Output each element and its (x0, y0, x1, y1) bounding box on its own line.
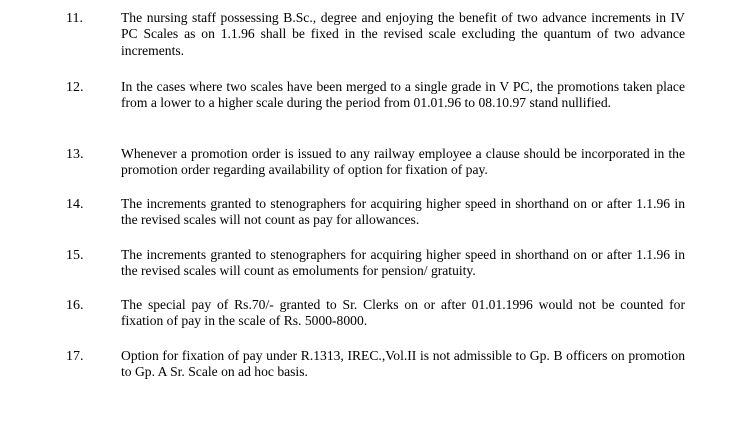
item-number: 16. (66, 298, 84, 313)
item-number: 12. (66, 80, 84, 95)
item-text: The special pay of Rs.70/- granted to Sr. Clerks on or after 01.01.1996 would not be counted for fixation of pay in the scale of Rs. 5000-8000. (121, 297, 685, 329)
item-number: 13. (66, 147, 84, 162)
item-text: The increments granted to stenographers for acquiring higher speed in shorthand on or after 1.1.96 in the revised scales will not count as pay for allowances. (121, 196, 685, 228)
item-text: Whenever a promotion order is issued to any railway employee a clause should be incorporated in the promotion order regarding availability of option for fixation of pay. (121, 146, 685, 178)
item-number: 11. (66, 11, 83, 26)
item-text: The nursing staff possessing B.Sc., degree and enjoying the benefit of two advance increments in IV PC Scales as on 1.1.96 shall be fixed in the revised scale excluding the quantum of two advance increments. (121, 10, 685, 58)
item-text: The increments granted to stenographers for acquiring higher speed in shorthand on or after 1.1.96 in the revised scales will count as emoluments for pension/ gratuity. (121, 247, 685, 279)
item-text: Option for fixation of pay under R.1313, IREC.,Vol.II is not admissible to Gp. B officers on promotion to Gp. A Sr. Scale on ad hoc basis. (121, 348, 685, 380)
item-number: 15. (66, 248, 84, 263)
item-text: In the cases where two scales have been merged to a single grade in V PC, the promotions taken place from a lower to a higher scale during the period from 01.01.96 to 08.10.97 stand nullified. (121, 79, 685, 111)
item-number: 14. (66, 197, 84, 212)
item-number: 17. (66, 349, 84, 364)
